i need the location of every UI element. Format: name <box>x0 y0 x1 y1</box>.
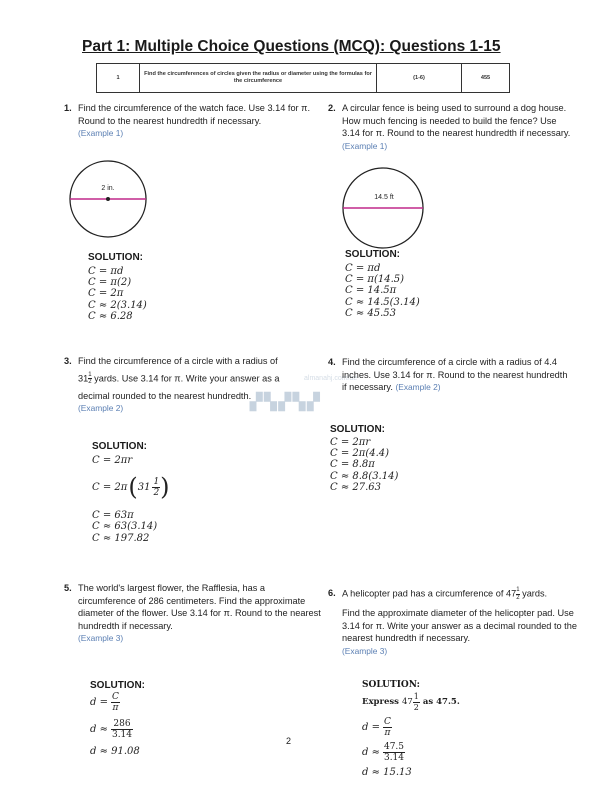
solution-step: C = π(14.5) <box>345 274 405 286</box>
solution-step: C ≈ 6.28 <box>88 310 133 322</box>
step-prefix: C = 2π <box>92 481 128 493</box>
question-number: 4. <box>328 357 336 367</box>
question-number: 2. <box>328 103 336 113</box>
solution-step: C = 8.8π <box>330 459 375 471</box>
fraction-numerator: C <box>111 692 119 702</box>
question-text: Find the circumference of a circle with a radius of <box>78 356 278 366</box>
example-ref: (Example 1) <box>342 140 388 151</box>
step-prefix: d ≈ <box>90 723 108 735</box>
fraction-denominator: 2 <box>153 487 160 498</box>
solution-title: SOLUTION: <box>92 441 147 452</box>
solution-steps-1 <box>88 266 147 322</box>
question-text: A circular fence is being used to surround a dog house. How much fencing is needed to build the fence? Use 3.14 for π. Round to the nearest hundredth if necessary. <box>342 103 571 139</box>
step-fraction <box>383 717 392 738</box>
solution-step: C = 2π(4.4) <box>330 448 390 460</box>
solution-step <box>362 742 460 763</box>
fraction-denominator: π <box>384 728 391 738</box>
step-fraction <box>111 692 120 713</box>
solution-step: C ≈ 14.5(3.14) <box>345 296 420 308</box>
solution-step <box>362 692 460 713</box>
solution-step: C = 2π <box>88 288 124 300</box>
solution-step <box>362 717 460 738</box>
solution-step <box>90 692 140 713</box>
solution-step <box>92 473 170 502</box>
solution-step: C = 63π <box>92 510 134 522</box>
fraction-numerator: 1 <box>153 476 160 487</box>
fraction-denominator: 2 <box>516 594 520 601</box>
question-1 <box>64 102 318 140</box>
step-fraction <box>152 477 160 498</box>
solution-step: C = πd <box>88 266 124 277</box>
solution-title: SOLUTION: <box>88 252 143 263</box>
solution-step: d ≈ 15.13 <box>362 767 412 778</box>
solution-step: C ≈ 197.82 <box>92 532 150 544</box>
step-fraction <box>383 742 405 763</box>
solution-step: C ≈ 63(3.14) <box>92 521 158 533</box>
question-4 <box>328 356 574 394</box>
question-number: 6. <box>328 588 336 598</box>
question-6 <box>328 587 578 657</box>
mixed-number-fraction <box>88 372 91 386</box>
solution-step <box>90 719 140 740</box>
solution-steps-4 <box>330 437 398 493</box>
example-ref: (Example 3) <box>78 633 124 644</box>
mixed-number-whole: 47 <box>401 696 413 707</box>
solution-title: SOLUTION: <box>330 424 385 435</box>
step-fraction <box>111 719 133 740</box>
fraction-numerator: 47.5 <box>383 742 405 752</box>
question-5 <box>64 582 322 645</box>
step-text: as 47.5. <box>422 696 460 707</box>
question-text: yards. Use 3.14 for π. Write your answer as a <box>94 373 280 384</box>
mixed-number-fraction <box>516 587 519 601</box>
fraction-denominator: 2 <box>88 379 92 386</box>
example-ref: (Example 1) <box>78 128 124 139</box>
diameter-label: 14.5 ft <box>374 194 394 201</box>
watermark-logo: ▞▚▞▚▞ <box>250 394 322 411</box>
fence-circle-diagram <box>341 166 425 250</box>
left-bracket: ( <box>128 473 138 502</box>
step-fraction <box>413 692 420 713</box>
solution-steps-3 <box>92 455 170 544</box>
fraction-numerator: 1 <box>88 371 92 378</box>
fraction-numerator: 1 <box>413 692 419 701</box>
step-prefix: d ≈ <box>362 746 380 758</box>
solution-title: SOLUTION: <box>345 249 400 260</box>
diameter-label: 2 in. <box>101 185 115 192</box>
solution-steps-2 <box>345 263 420 319</box>
table-cell-page: 455 <box>462 64 510 93</box>
question-number: 3. <box>64 356 72 366</box>
solution-step: C ≈ 8.8(3.14) <box>330 470 399 482</box>
watermark-url: almanahj.com/ae <box>304 375 358 382</box>
mixed-number-whole: 47 <box>505 588 517 599</box>
example-ref: (Example 2) <box>395 382 441 393</box>
table-cell-questions: (1-6) <box>377 64 462 93</box>
center-point <box>106 197 110 201</box>
solution-step: C ≈ 45.53 <box>345 307 397 319</box>
step-text: Express <box>362 696 399 707</box>
fraction-denominator: 2 <box>413 703 419 712</box>
fraction-denominator: 3.14 <box>111 730 133 740</box>
fraction-denominator: 3.14 <box>383 753 405 763</box>
solution-step: d ≈ 91.08 <box>90 746 140 757</box>
lesson-table <box>96 63 510 93</box>
solution-step: C = 2πr <box>92 455 133 466</box>
solution-step: C ≈ 2(3.14) <box>88 299 147 311</box>
page-title: Part 1: Multiple Choice Questions (MCQ): Questions 1-15 <box>82 38 501 55</box>
question-text: Find the circumference of the watch face. Use 3.14 for π. Round to the nearest hundredth if necessary. <box>78 103 311 126</box>
solution-step: C = π(2) <box>88 277 132 289</box>
mixed-number-whole: 31 <box>78 373 89 384</box>
watch-face-circle-diagram <box>68 159 148 239</box>
step-prefix: d = <box>362 721 380 733</box>
example-ref: (Example 3) <box>342 645 388 656</box>
step-prefix: d = <box>90 696 108 708</box>
solution-steps-6 <box>362 692 460 778</box>
solution-step: C ≈ 27.63 <box>330 481 382 493</box>
question-number: 5. <box>64 583 72 593</box>
question-text: Find the approximate diameter of the helicopter pad. Use 3.14 for π. Write your answer as a decimal rounded to the nearest hundredth if necessary. <box>342 608 577 644</box>
mixed-number-whole: 31 <box>137 481 151 493</box>
table-cell-lesson: 1 <box>97 64 140 93</box>
solution-step: C = πd <box>345 263 381 274</box>
question-text: The world's largest flower, the Rafflesia, has a circumference of 286 centimeters. Find the approximate diameter of the flower. Use 3.14 for π. Round to the nearest hundredth if necessary. <box>78 583 321 631</box>
fraction-numerator: C <box>383 717 391 727</box>
solution-title: SOLUTION: <box>90 680 145 691</box>
solution-step: C = 14.5π <box>345 285 397 297</box>
fraction-numerator: 1 <box>516 587 520 593</box>
solution-title: SOLUTION: <box>362 680 420 690</box>
solution-step: C = 2πr <box>330 437 371 448</box>
question-text: yards. <box>522 588 548 599</box>
question-text: A helicopter pad has a circumference of <box>342 588 504 599</box>
question-number: 1. <box>64 103 72 113</box>
question-text: decimal rounded to the nearest hundredth. <box>78 390 252 401</box>
fraction-denominator: π <box>112 703 119 713</box>
question-2 <box>328 102 572 152</box>
page-number: 2 <box>286 736 292 746</box>
question-text: Find the circumference of a circle with a radius of 4.4 inches. Use 3.14 for π. Round to the nearest hundredth if necessary. <box>342 357 568 393</box>
fraction-numerator: 286 <box>111 719 133 730</box>
table-cell-objective: Find the circumferences of circles given the radius or diameter using the formulas for the circumference <box>140 64 377 93</box>
example-ref: (Example 2) <box>78 403 124 414</box>
solution-steps-5 <box>90 692 140 757</box>
right-bracket: ) <box>160 473 170 502</box>
